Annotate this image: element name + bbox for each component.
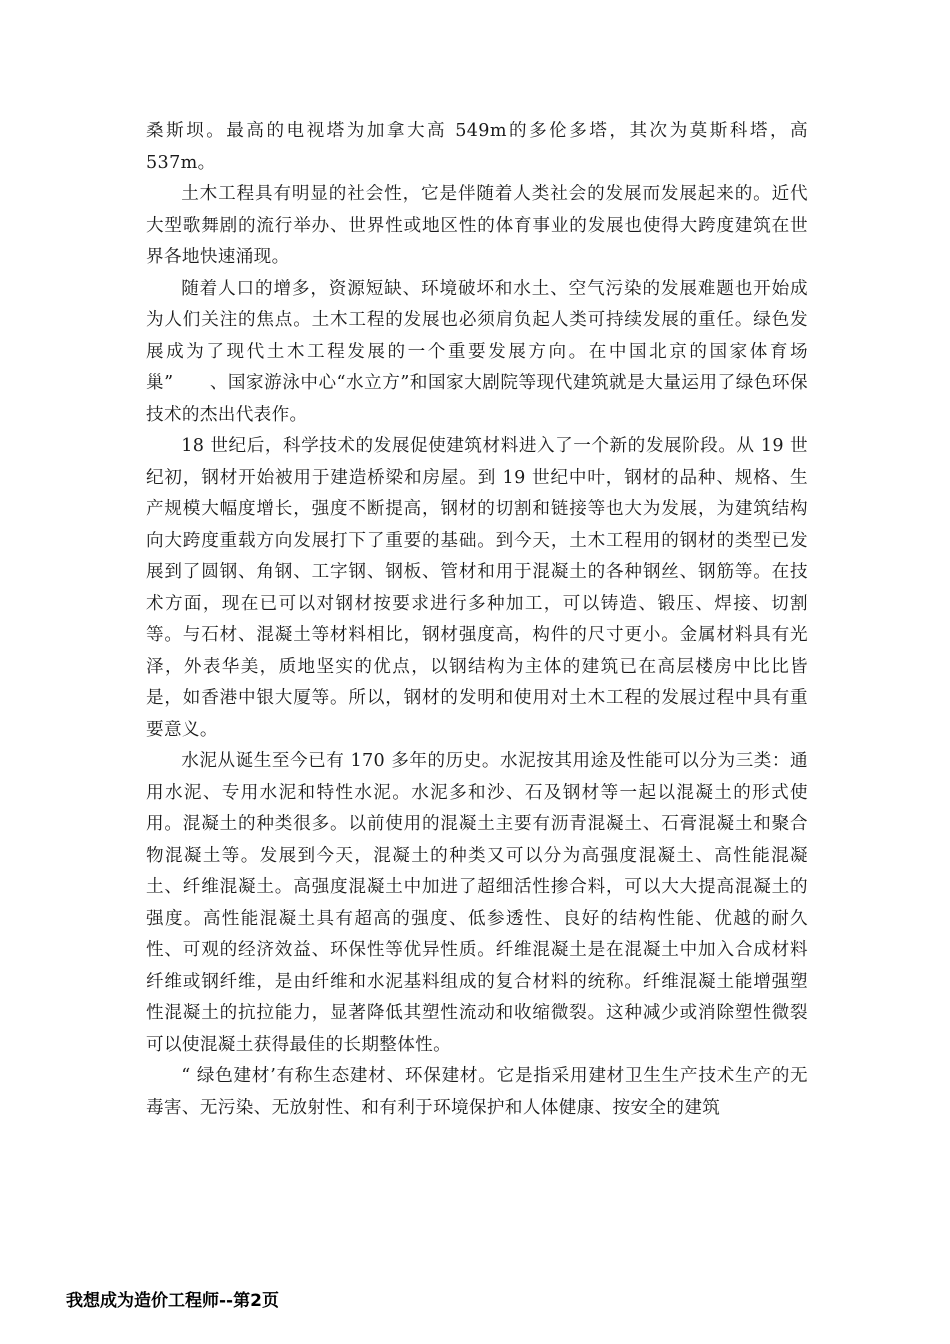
page-footer: 我想成为造价工程师--第2页 — [66, 1291, 279, 1311]
paragraph-3: 随着人口的增多，资源短缺、环境破坏和水土、空气污染的发展难题也开始成为人们关注的焦点。土木工程的发展也必须肩负起人类可持续发展的重任。绿色发展成为了现代土木工程发展的一个重要发展方向。在中国北京的国家体育场巢” 、国家游泳中心“水立方”和国家大剧院等现代建筑就是大量运用了绿色环保技术的杰出代表作。 — [146, 278, 808, 425]
paragraph-2: 土木工程具有明显的社会性，它是伴随着人类社会的发展而发展起来的。近代大型歌舞剧的流行举办、世界性或地区性的体育事业的发展也使得大跨度建筑在世界各地快速涌现。 — [146, 184, 808, 267]
paragraph-5: 水泥从诞生至今已有 170 多年的历史。水泥按其用途及性能可以分为三类：通用水泥、专用水泥和特性水泥。水泥多和沙、石及钢材等一起以混凝土的形式使用。混凝土的种类很多。以前使用的混凝土主要有沥青混凝土、石膏混凝土和聚合物混凝土等。发展到今天，混凝土的种类又可以分为高强度混凝土、高性能混凝土、纤维混凝土。高强度混凝土中加进了超细活性掺合料，可以大大提高混凝土的强度。高性能混凝土具有超高的强度、低参透性、良好的结构性能、优越的耐久性、可观的经济效益、环保性等优异性质。纤维混凝土是在混凝土中加入合成材料纤维或钢纤维，是由纤维和水泥基料组成的复合材料的统称。纤维混凝土能增强塑性混凝土的抗拉能力，显著降低其塑性流动和收缩微裂。这种减少或消除塑性微裂可以使混凝土获得最佳的长期整体性。 — [146, 751, 808, 1055]
paragraph-6: “ 绿色建材’有称生态建材、环保建材。它是指采用建材卫生生产技术生产的无毒害、无污染、无放射性、和有利于环境保护和人体健康、按安全的建筑 — [146, 1066, 808, 1118]
paragraph-4: 18 世纪后，科学技术的发展促使建筑材料进入了一个新的发展阶段。从 19 世纪初，钢材开始被用于建造桥梁和房屋。到 19 世纪中叶，钢材的品种、规格、生产规模大幅度增长，强度不断提高，钢材的切割和链接等也大为发展，为建筑结构向大跨度重载方向发展打下了重要的基础。到今天，土木工程用的钢材的类型已发展到了圆钢、角钢、工字钢、钢板、管材和用于混凝土的各种钢丝、钢筋等。在技术方面，现在已可以对钢材按要求进行多种加工，可以铸造、锻压、焊接、切割等。与石材、混凝土等材料相比，钢材强度高，构件的尺寸更小。金属材料具有光泽，外表华美，质地坚实的优点，以钢结构为主体的建筑已在高层楼房中比比皆是，如香港中银大厦等。所以，钢材的发明和使用对土木工程的发展过程中具有重要意义。 — [146, 436, 808, 740]
document-body — [146, 116, 808, 1124]
paragraph-1: 桑斯坝。最高的电视塔为加拿大高 549m的多伦多塔，其次为莫斯科塔，高 537m。 — [146, 121, 808, 173]
